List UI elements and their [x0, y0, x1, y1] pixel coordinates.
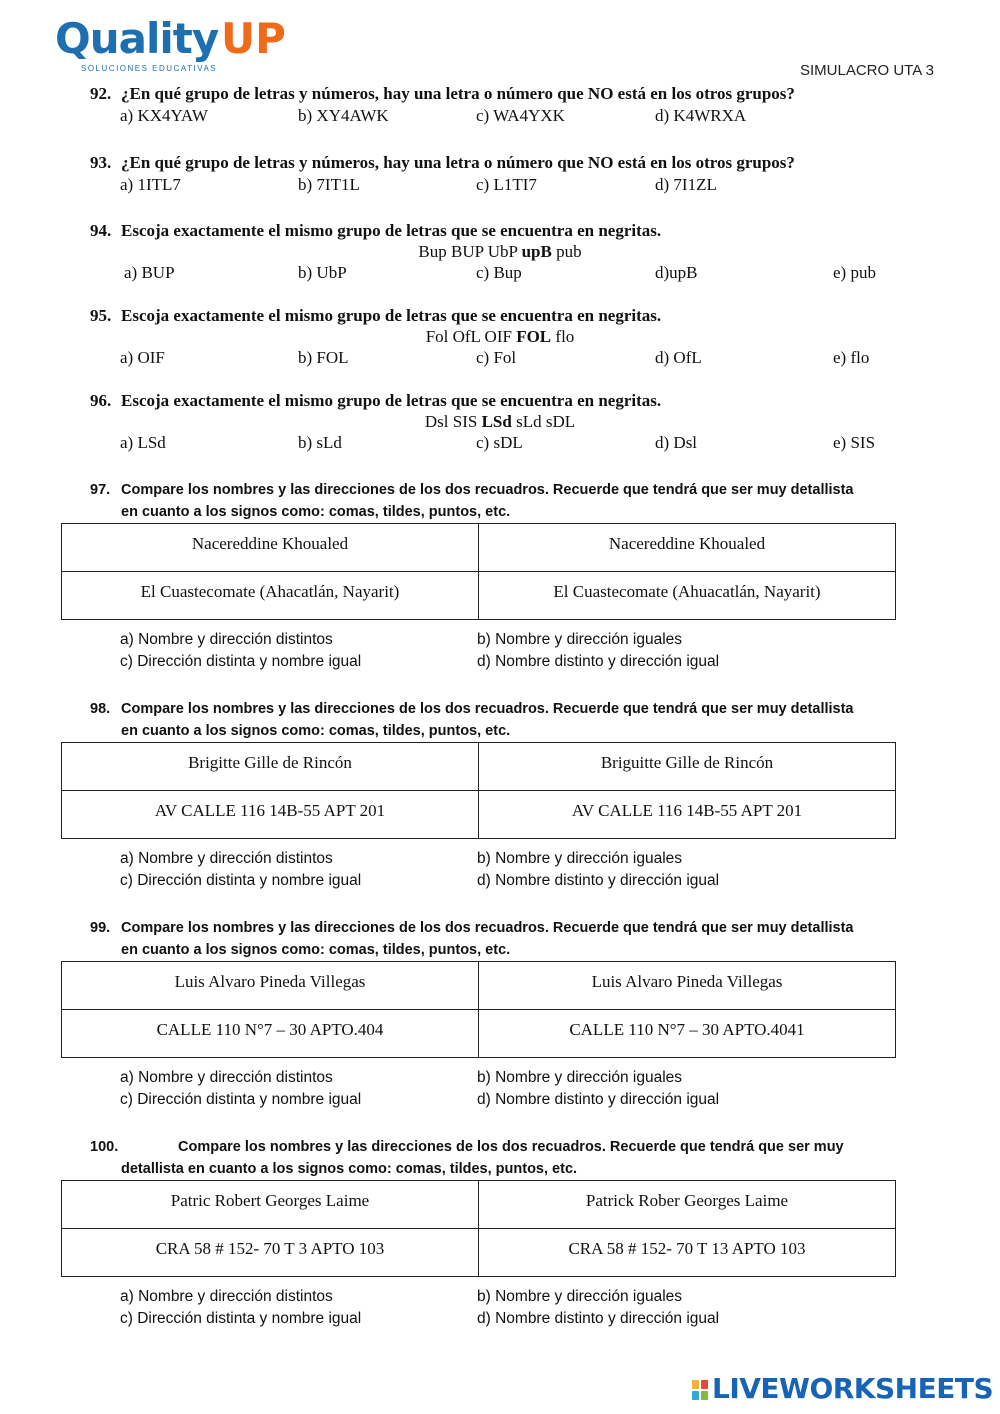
option-d[interactable]: d) 7I1ZL	[655, 175, 717, 194]
option-c[interactable]: c) L1TI7	[476, 175, 537, 194]
bold-group: upB	[521, 242, 552, 261]
bold-group: LSd	[481, 412, 512, 431]
option-c[interactable]: c) Fol	[476, 348, 517, 367]
question-text-line1: Compare los nombres y las direcciones de los dos recuadros. Recuerde que tendrá que ser muy detallista	[121, 920, 854, 936]
left-address: CALLE 110 N°7 – 30 APTO.404	[62, 1010, 479, 1058]
left-name: Brigitte Gille de Rincón	[62, 743, 479, 791]
option-b[interactable]: b) sLd	[298, 433, 342, 452]
question-97: 97. Compare los nombres y las direcciones de los dos recuadros. Recuerde que tendrá que ser muy detallista en cuanto a los signos como: comas, tildes, puntos, etc.	[90, 479, 940, 523]
option-a[interactable]: a) KX4YAW	[120, 106, 208, 125]
logo-subtitle: SOLUCIONES EDUCATIVAS	[81, 64, 218, 73]
logo-up-text: UP	[221, 14, 286, 63]
question-99: 99. Compare los nombres y las direcciones de los dos recuadros. Recuerde que tendrá que ser muy detallista en cuanto a los signos como: comas, tildes, puntos, etc.	[90, 917, 940, 961]
answer-c[interactable]: c) Dirección distinta y nombre igual	[120, 1091, 362, 1108]
question-100: 100. Compare los nombres y las direcciones de los dos recuadros. Recuerde que tendrá que ser muy detallista en cuanto a los signos como: comas, tildes, puntos, etc.	[90, 1136, 940, 1180]
question-95: 95. Escoja exactamente el mismo grupo de letras que se encuentra en negritas.	[90, 306, 662, 325]
question-text-line1: Compare los nombres y las direcciones de los dos recuadros. Recuerde que tendrá que ser muy detallista	[121, 482, 854, 498]
compare-table-100	[61, 1180, 896, 1277]
question-text: ¿En qué grupo de letras y números, hay una letra o número que NO está en los otros grupos?	[121, 153, 795, 172]
answer-a[interactable]: a) Nombre y dirección distintos	[120, 1288, 333, 1305]
question-93: 93. ¿En qué grupo de letras y números, hay una letra o número que NO está en los otros grupos?	[90, 153, 795, 172]
answer-b[interactable]: b) Nombre y dirección iguales	[477, 1069, 683, 1086]
right-address: AV CALLE 116 14B-55 APT 201	[479, 791, 896, 839]
option-e[interactable]: e) flo	[833, 348, 870, 367]
letter-groups-96: Dsl SIS LSd sLd sDL	[424, 412, 576, 431]
option-b[interactable]: b) FOL	[298, 348, 349, 367]
option-b[interactable]: b) XY4AWK	[298, 106, 389, 125]
left-address: El Cuastecomate (Ahacatlán, Nayarit)	[62, 572, 479, 620]
option-d[interactable]: d) Dsl	[655, 433, 698, 452]
right-address: CRA 58 # 152- 70 T 13 APTO 103	[479, 1229, 896, 1277]
question-96: 96. Escoja exactamente el mismo grupo de letras que se encuentra en negritas.	[90, 391, 662, 410]
answer-a[interactable]: a) Nombre y dirección distintos	[120, 850, 333, 867]
right-name: Patrick Rober Georges Laime	[479, 1181, 896, 1229]
option-c[interactable]: c) Bup	[476, 263, 522, 282]
answer-c[interactable]: c) Dirección distinta y nombre igual	[120, 872, 362, 889]
option-c[interactable]: c) sDL	[476, 433, 523, 452]
answer-c[interactable]: c) Dirección distinta y nombre igual	[120, 653, 362, 670]
answer-a[interactable]: a) Nombre y dirección distintos	[120, 1069, 333, 1086]
option-a[interactable]: a) 1ITL7	[120, 175, 181, 194]
question-text: Escoja exactamente el mismo grupo de letras que se encuentra en negritas.	[121, 306, 662, 325]
right-name: Briguitte Gille de Rincón	[479, 743, 896, 791]
question-text-line2: en cuanto a los signos como: comas, tildes, puntos, etc.	[121, 942, 511, 958]
liveworksheets-logo-icon	[692, 1380, 710, 1402]
answer-d[interactable]: d) Nombre distinto y dirección igual	[477, 872, 720, 889]
option-a[interactable]: a) BUP	[124, 263, 175, 282]
question-98: 98. Compare los nombres y las direcciones de los dos recuadros. Recuerde que tendrá que ser muy detallista en cuanto a los signos como: comas, tildes, puntos, etc.	[90, 698, 940, 742]
answer-d[interactable]: d) Nombre distinto y dirección igual	[477, 1310, 720, 1327]
right-address: CALLE 110 N°7 – 30 APTO.4041	[479, 1010, 896, 1058]
question-text-line1: Compare los nombres y las direcciones de los dos recuadros. Recuerde que tendrá que ser muy	[178, 1139, 844, 1155]
right-name: Nacereddine Khoualed	[479, 524, 896, 572]
left-name: Nacereddine Khoualed	[62, 524, 479, 572]
question-text: Escoja exactamente el mismo grupo de letras que se encuentra en negritas.	[121, 221, 662, 240]
answer-b[interactable]: b) Nombre y dirección iguales	[477, 1288, 683, 1305]
question-94: 94. Escoja exactamente el mismo grupo de letras que se encuentra en negritas.	[90, 221, 662, 240]
right-address: El Cuastecomate (Ahuacatlán, Nayarit)	[479, 572, 896, 620]
option-e[interactable]: e) SIS	[833, 433, 876, 452]
answer-b[interactable]: b) Nombre y dirección iguales	[477, 850, 683, 867]
answer-d[interactable]: d) Nombre distinto y dirección igual	[477, 1091, 720, 1108]
answer-a[interactable]: a) Nombre y dirección distintos	[120, 631, 333, 648]
option-b[interactable]: b) 7IT1L	[298, 175, 360, 194]
logo-quality-text: Quality	[55, 14, 219, 63]
option-d[interactable]: d)upB	[655, 263, 698, 282]
answer-c[interactable]: c) Dirección distinta y nombre igual	[120, 1310, 362, 1327]
option-a[interactable]: a) LSd	[120, 433, 166, 452]
compare-table-98	[61, 742, 896, 839]
answer-d[interactable]: d) Nombre distinto y dirección igual	[477, 653, 720, 670]
option-e[interactable]: e) pub	[833, 263, 876, 282]
left-name: Luis Alvaro Pineda Villegas	[62, 962, 479, 1010]
question-text-line2: en cuanto a los signos como: comas, tildes, puntos, etc.	[121, 504, 511, 520]
letter-groups-94: Bup BUP UbP upB pub	[418, 242, 582, 261]
letter-groups-95: Fol OfL OIF FOL flo	[425, 327, 575, 346]
left-address: AV CALLE 116 14B-55 APT 201	[62, 791, 479, 839]
option-a[interactable]: a) OIF	[120, 348, 165, 367]
question-text: ¿En qué grupo de letras y números, hay una letra o número que NO está en los otros grupos?	[121, 84, 795, 103]
option-b[interactable]: b) UbP	[298, 263, 347, 282]
question-text: Escoja exactamente el mismo grupo de letras que se encuentra en negritas.	[121, 391, 662, 410]
option-c[interactable]: c) WA4YXK	[476, 106, 565, 125]
question-text-line2: detallista en cuanto a los signos como: comas, tildes, puntos, etc.	[121, 1161, 578, 1177]
bold-group: FOL	[516, 327, 552, 346]
liveworksheets-text: LIVEWORKSHEETS	[712, 1372, 994, 1405]
compare-table-99	[61, 961, 896, 1058]
question-92: 92. ¿En qué grupo de letras y números, hay una letra o número que NO está en los otros grupos?	[90, 84, 795, 103]
left-address: CRA 58 # 152- 70 T 3 APTO 103	[62, 1229, 479, 1277]
answer-b[interactable]: b) Nombre y dirección iguales	[477, 631, 683, 648]
simulacro-title: SIMULACRO UTA 3	[800, 62, 934, 79]
option-d[interactable]: d) K4WRXA	[655, 106, 747, 125]
compare-table-97	[61, 523, 896, 620]
left-name: Patric Robert Georges Laime	[62, 1181, 479, 1229]
option-d[interactable]: d) OfL	[655, 348, 702, 367]
question-text-line1: Compare los nombres y las direcciones de los dos recuadros. Recuerde que tendrá que ser muy detallista	[121, 701, 854, 717]
right-name: Luis Alvaro Pineda Villegas	[479, 962, 896, 1010]
question-text-line2: en cuanto a los signos como: comas, tildes, puntos, etc.	[121, 723, 511, 739]
